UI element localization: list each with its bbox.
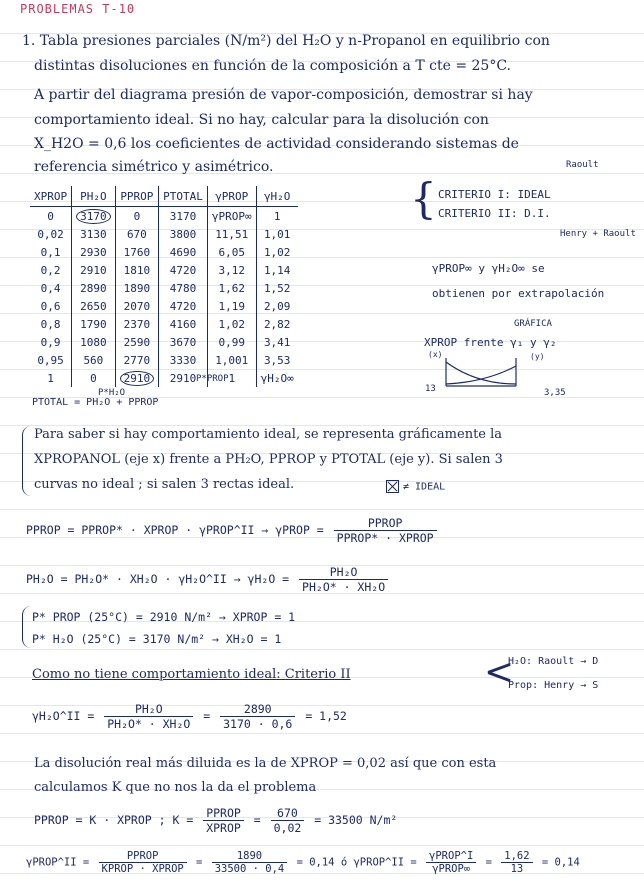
k-result: = 33500 N/m² xyxy=(314,813,398,827)
table-cell xyxy=(30,369,72,387)
sketch-curve-1 xyxy=(446,362,516,384)
th-xprop: XPROP xyxy=(30,186,72,207)
table-cell xyxy=(115,315,159,333)
table-cell-value: 2070 xyxy=(123,299,151,313)
table-cell-value: 4690 xyxy=(169,245,197,259)
gh2o-num: PH₂O xyxy=(104,702,193,717)
th-ph2o: PH₂O xyxy=(72,186,116,207)
table-cell xyxy=(115,279,159,297)
table-cell xyxy=(207,207,256,226)
eq2-den: PH₂O* · XH₂O xyxy=(302,580,386,594)
ptotal-equation: PTOTAL = PH₂O + PPROP xyxy=(32,397,159,408)
table-row xyxy=(30,369,298,387)
eq1-den: PPROP* · XPROP xyxy=(336,531,434,545)
ideal-line-2: XPROPANOL (eje x) frente a PH₂O, PPROP y PTOTAL (eje y). Si salen 3 xyxy=(34,452,503,467)
table-cell-value: 0,99 xyxy=(218,335,245,349)
table-cell xyxy=(159,207,208,226)
criterio-2-line: Como no tiene comportamiento ideal: Criterio II xyxy=(32,667,351,682)
table-cell-value: 2930 xyxy=(80,245,107,259)
pstar-bracket xyxy=(22,606,31,648)
table-cell xyxy=(72,207,116,226)
table-cell xyxy=(256,225,298,243)
table-cell-value: 3,53 xyxy=(263,353,291,367)
eq-gamma-h2o xyxy=(26,565,391,594)
table-cell-value: 1,52 xyxy=(263,281,291,295)
table-cell-value: 3330 xyxy=(169,353,197,367)
table-cell-value: 0,02 xyxy=(37,227,64,241)
k-num: PPROP xyxy=(203,806,244,821)
table-cell xyxy=(115,333,159,351)
last-den4: 13 xyxy=(510,863,524,875)
table-cell-value: 1 xyxy=(228,371,236,385)
pressure-table xyxy=(30,186,298,387)
gamma-h2o-result: γH₂O^II = $\frac{\text{PH₂O}}{\text{PH₂O* · XH₂O}}$ = $\frac{2890}{3170 \cdot 0,6}$ = 1,52 xyxy=(32,702,347,731)
table-cell xyxy=(30,315,72,333)
crit2-h2o: H₂O: Raoult → D xyxy=(508,656,599,667)
table-row xyxy=(30,225,298,243)
table-cell-value: 2650 xyxy=(80,299,107,313)
table-cell xyxy=(72,279,116,297)
th-gprop: γPROP xyxy=(207,186,256,207)
last-frac1 xyxy=(99,850,187,875)
henry-raoult-label: Henry + Raoult xyxy=(560,229,636,239)
table-cell-value: 4780 xyxy=(169,281,197,295)
table-cell-value: 0,6 xyxy=(40,299,61,313)
table-cell-value: 1,14 xyxy=(263,263,291,277)
table-row xyxy=(30,351,298,369)
table-cell xyxy=(159,315,208,333)
table-cell-value: 0,8 xyxy=(40,317,61,331)
eq1-num: PPROP xyxy=(334,516,437,531)
table-cell xyxy=(207,243,256,261)
statement-line-1: 1. Tabla presiones parciales (N/m²) del H₂O y n-Propanol en equilibrio con xyxy=(22,33,550,49)
table-cell-value: 1760 xyxy=(123,245,151,259)
table-cell-value: 3,12 xyxy=(218,263,245,277)
dilute-line-1: La disolución real más diluida es la de XPROP = 0,02 así que con esta xyxy=(34,756,497,771)
gh2o-frac2 xyxy=(220,702,295,731)
table-cell-value: 2370 xyxy=(123,317,151,331)
last-num: PPROP xyxy=(99,850,187,863)
last-den2: 33500 · 0,4 xyxy=(214,863,285,875)
table-cell-value: 670 xyxy=(126,227,147,241)
table-row xyxy=(30,243,298,261)
th-ptotal: PTOTAL xyxy=(159,186,208,207)
table-cell-value: 0,1 xyxy=(40,245,61,259)
table-cell xyxy=(256,243,298,261)
table-cell-value: 1810 xyxy=(123,263,151,277)
gh2o-left: γH₂O^II = xyxy=(32,709,95,723)
ideal-mark xyxy=(382,480,445,493)
gh2o-den: PH₂O* · XH₂O xyxy=(107,717,191,731)
table-cell xyxy=(115,297,159,315)
k-left: PPROP = K · XPROP ; K = xyxy=(34,813,194,827)
last-den: KPROP · XPROP xyxy=(101,863,184,875)
table-cell-value: 3800 xyxy=(169,227,197,241)
side-y: (y) xyxy=(530,352,545,361)
table-cell xyxy=(72,351,116,369)
table-cell xyxy=(30,279,72,297)
gh2o-num2: 2890 xyxy=(220,702,295,717)
k-frac1 xyxy=(203,806,244,835)
table-cell-value: 2910 xyxy=(120,371,155,386)
table-cell xyxy=(115,225,159,243)
side-value-335: 3,35 xyxy=(544,388,566,398)
statement-line-2: distintas disoluciones en función de la composición a T cte = 25°C. xyxy=(34,58,511,74)
table-cell xyxy=(72,261,116,279)
table-cell xyxy=(159,261,208,279)
eq-gamma-prop xyxy=(26,516,440,545)
table-cell-value: 560 xyxy=(83,353,104,367)
activity-sketch xyxy=(436,356,536,390)
side-line-2: obtienen por extrapolación xyxy=(432,287,605,300)
ideal-line-1: Para saber si hay comportamiento ideal, se representa gráficamente la xyxy=(34,427,503,442)
table-cell-value: 1 xyxy=(273,209,281,223)
table-cell-value: 1,62 xyxy=(218,281,245,295)
k-den2: 0,02 xyxy=(273,821,302,835)
gh2o-frac1 xyxy=(104,702,193,731)
table-cell xyxy=(207,225,256,243)
th-pprop: PPROP xyxy=(115,186,159,207)
gamma-prop-final: γPROP^II = $\frac{\text{PPROP}}{\text{KPROP · XPROP}}$ = $\frac{1890}{33500 \cdot 0,4}$ = 0,14 ó γPROP^II = $\frac{\text{γPROP\textasciicircum{}I}}{\text{γPROP∞}}$ = $\frac{1,62}{13}$ = 0,14 xyxy=(26,850,580,875)
table-cell xyxy=(256,261,298,279)
table-row xyxy=(30,333,298,351)
criterio-2: CRITERIO II: D.I. xyxy=(438,207,551,220)
table-cell xyxy=(30,351,72,369)
table-cell-value: 2910 xyxy=(80,263,107,277)
table-cell-value: 0,95 xyxy=(37,353,64,367)
statement-line-3: A partir del diagrama presión de vapor-composición, demostrar si hay xyxy=(34,87,533,103)
side-line-4: XPROP frente γ₁ y γ₂ xyxy=(424,336,557,349)
last-den3: γPROP∞ xyxy=(432,863,471,875)
table-cell xyxy=(72,333,116,351)
table-cell xyxy=(72,315,116,333)
table-cell xyxy=(115,351,159,369)
crossed-box-icon xyxy=(386,480,399,493)
k-num2: 670 xyxy=(271,806,305,821)
table-row xyxy=(30,315,298,333)
table-cell-value: 2590 xyxy=(123,335,151,349)
table-cell xyxy=(207,297,256,315)
side-x: (x) xyxy=(428,350,443,359)
pstar-h2o: P* H₂O (25°C) = 3170 N/m² → XH₂O = 1 xyxy=(32,632,282,646)
crit2-brace: < xyxy=(484,652,515,693)
table-cell-value: 2910 xyxy=(169,371,197,385)
table-cell-value: 1080 xyxy=(80,335,107,349)
eq2-left: PH₂O = PH₂O* · XH₂O · γH₂O^II → γH₂O = xyxy=(26,572,290,586)
table-cell xyxy=(256,297,298,315)
table-cell-value: 11,51 xyxy=(215,227,249,241)
k-den: XPROP xyxy=(206,821,241,835)
table-cell xyxy=(115,207,159,226)
table-cell-value: 3130 xyxy=(80,227,107,241)
table-cell-value: 4160 xyxy=(169,317,197,331)
table-cell xyxy=(256,315,298,333)
k-frac2 xyxy=(271,806,305,835)
table-cell xyxy=(159,225,208,243)
last-frac2 xyxy=(212,850,288,875)
criteria-brace: { xyxy=(410,174,437,223)
table-cell xyxy=(256,207,298,226)
ideal-line-3: curvas no ideal ; si salen 3 rectas ideal. xyxy=(34,477,295,492)
table-cell xyxy=(72,369,116,387)
k-equation: PPROP = K · XPROP ; K = $\frac{\text{PPROP}}{\text{XPROP}}$ = $\frac{670}{0,02}$ = 33500 N/m² xyxy=(34,806,398,835)
statement-line-4: comportamiento ideal. Si no hay, calcular para la disolución con xyxy=(34,112,489,128)
table-row xyxy=(30,297,298,315)
table-cell-value: 1,19 xyxy=(218,299,245,313)
eq1-fraction xyxy=(334,516,437,545)
table-cell xyxy=(159,297,208,315)
table-cell-value: 3,41 xyxy=(263,335,291,349)
table-cell xyxy=(30,297,72,315)
eq2-fraction xyxy=(299,565,388,594)
table-cell-value: 3670 xyxy=(169,335,197,349)
table-cell-value: 0,4 xyxy=(40,281,61,295)
table-cell-value: 1790 xyxy=(80,317,107,331)
ideal-bracket xyxy=(22,426,31,496)
table-cell xyxy=(72,243,116,261)
last-result: = 0,14 xyxy=(296,856,335,869)
pstar-prop: P* PROP (25°C) = 2910 N/m² → XPROP = 1 xyxy=(32,610,296,624)
table-cell-value: γH₂O∞ xyxy=(260,371,294,385)
table-cell-value: 1,02 xyxy=(263,245,291,259)
table-cell xyxy=(256,369,298,387)
table-cell xyxy=(72,225,116,243)
table-cell-value: 2,09 xyxy=(263,299,291,313)
table-cell-value: 0 xyxy=(133,209,141,223)
table-cell xyxy=(30,261,72,279)
last-or: ó γPROP^II = xyxy=(340,856,417,869)
label-p-prop-star: P*PROP xyxy=(196,374,229,384)
criterio-1: CRITERIO I: IDEAL xyxy=(438,188,551,201)
gh2o-result: = 1,52 xyxy=(305,709,347,723)
table-row xyxy=(30,279,298,297)
table-cell xyxy=(115,243,159,261)
table-cell-value: 0,9 xyxy=(40,335,61,349)
statement-line-6: referencia simétrico y asimétrico. xyxy=(34,159,274,175)
crit2-prop: Prop: Henry → S xyxy=(508,680,599,691)
side-grafica: GRÁFICA xyxy=(514,319,552,329)
table-cell xyxy=(256,279,298,297)
table-cell xyxy=(159,333,208,351)
eq1-left: PPROP = PPROP* · XPROP · γPROP^II → γPROP = xyxy=(26,523,324,537)
table-cell xyxy=(30,243,72,261)
table-row xyxy=(30,207,298,226)
table-cell-value: 0 xyxy=(47,209,54,223)
raoult-label: Raoult xyxy=(566,160,599,170)
table-cell xyxy=(207,351,256,369)
table-cell xyxy=(256,333,298,351)
table-cell xyxy=(207,261,256,279)
side-line-1: γPROP∞ y γH₂O∞ se xyxy=(432,262,545,275)
table-cell xyxy=(30,225,72,243)
table-cell xyxy=(159,351,208,369)
last-result-2: = 0,14 xyxy=(541,856,580,869)
last-num3: γPROP^I xyxy=(426,850,476,863)
last-frac4 xyxy=(501,850,532,875)
dilute-line-2: calculamos K que no nos la da el problema xyxy=(34,780,317,795)
table-row xyxy=(30,261,298,279)
table-cell-value: 1,02 xyxy=(218,317,245,331)
table-cell-value: 3170 xyxy=(169,209,197,223)
table-cell-value: 1,001 xyxy=(215,353,249,367)
table-cell-value: γPROP∞ xyxy=(211,209,252,223)
table-cell xyxy=(115,261,159,279)
table-cell xyxy=(256,351,298,369)
statement-line-5: X_H2O = 0,6 los coeficientes de actividad considerando sistemas de xyxy=(34,136,519,152)
eq2-num: PH₂O xyxy=(299,565,388,580)
page-header: PROBLEMAS T-10 xyxy=(20,2,136,16)
table-cell-value: 1,01 xyxy=(263,227,291,241)
table-cell-value: 2,82 xyxy=(263,317,291,331)
table-cell xyxy=(159,243,208,261)
table-cell-value: 2890 xyxy=(80,281,107,295)
ideal-mark-text: ≠ IDEAL xyxy=(403,481,446,493)
table-cell-value: 4720 xyxy=(169,299,197,313)
table-cell-value: 1 xyxy=(47,371,54,385)
table-cell xyxy=(30,207,72,226)
table-cell-value: 2770 xyxy=(123,353,151,367)
table-cell xyxy=(207,279,256,297)
th-gh2o: γH₂O xyxy=(256,186,298,207)
table-cell-value: 3170 xyxy=(76,209,111,224)
table-cell xyxy=(30,333,72,351)
last-num4: 1,62 xyxy=(501,850,532,863)
table-cell xyxy=(115,369,159,387)
table-cell-value: 6,05 xyxy=(218,245,245,259)
last-frac3 xyxy=(426,850,476,875)
last-num2: 1890 xyxy=(212,850,288,863)
last-left: γPROP^II = xyxy=(26,856,90,869)
table-cell-value: 4720 xyxy=(169,263,197,277)
table-cell-value: 1890 xyxy=(123,281,151,295)
side-value-13: 13 xyxy=(425,384,436,394)
gh2o-den2: 3170 · 0,6 xyxy=(223,717,293,731)
table-cell xyxy=(72,297,116,315)
label-p-h2o-star: P*H₂O xyxy=(98,388,126,398)
table-cell xyxy=(207,315,256,333)
table-cell-value: 0 xyxy=(90,371,97,385)
table-cell-value: 0,2 xyxy=(40,263,61,277)
table-cell xyxy=(207,333,256,351)
table-cell xyxy=(159,279,208,297)
